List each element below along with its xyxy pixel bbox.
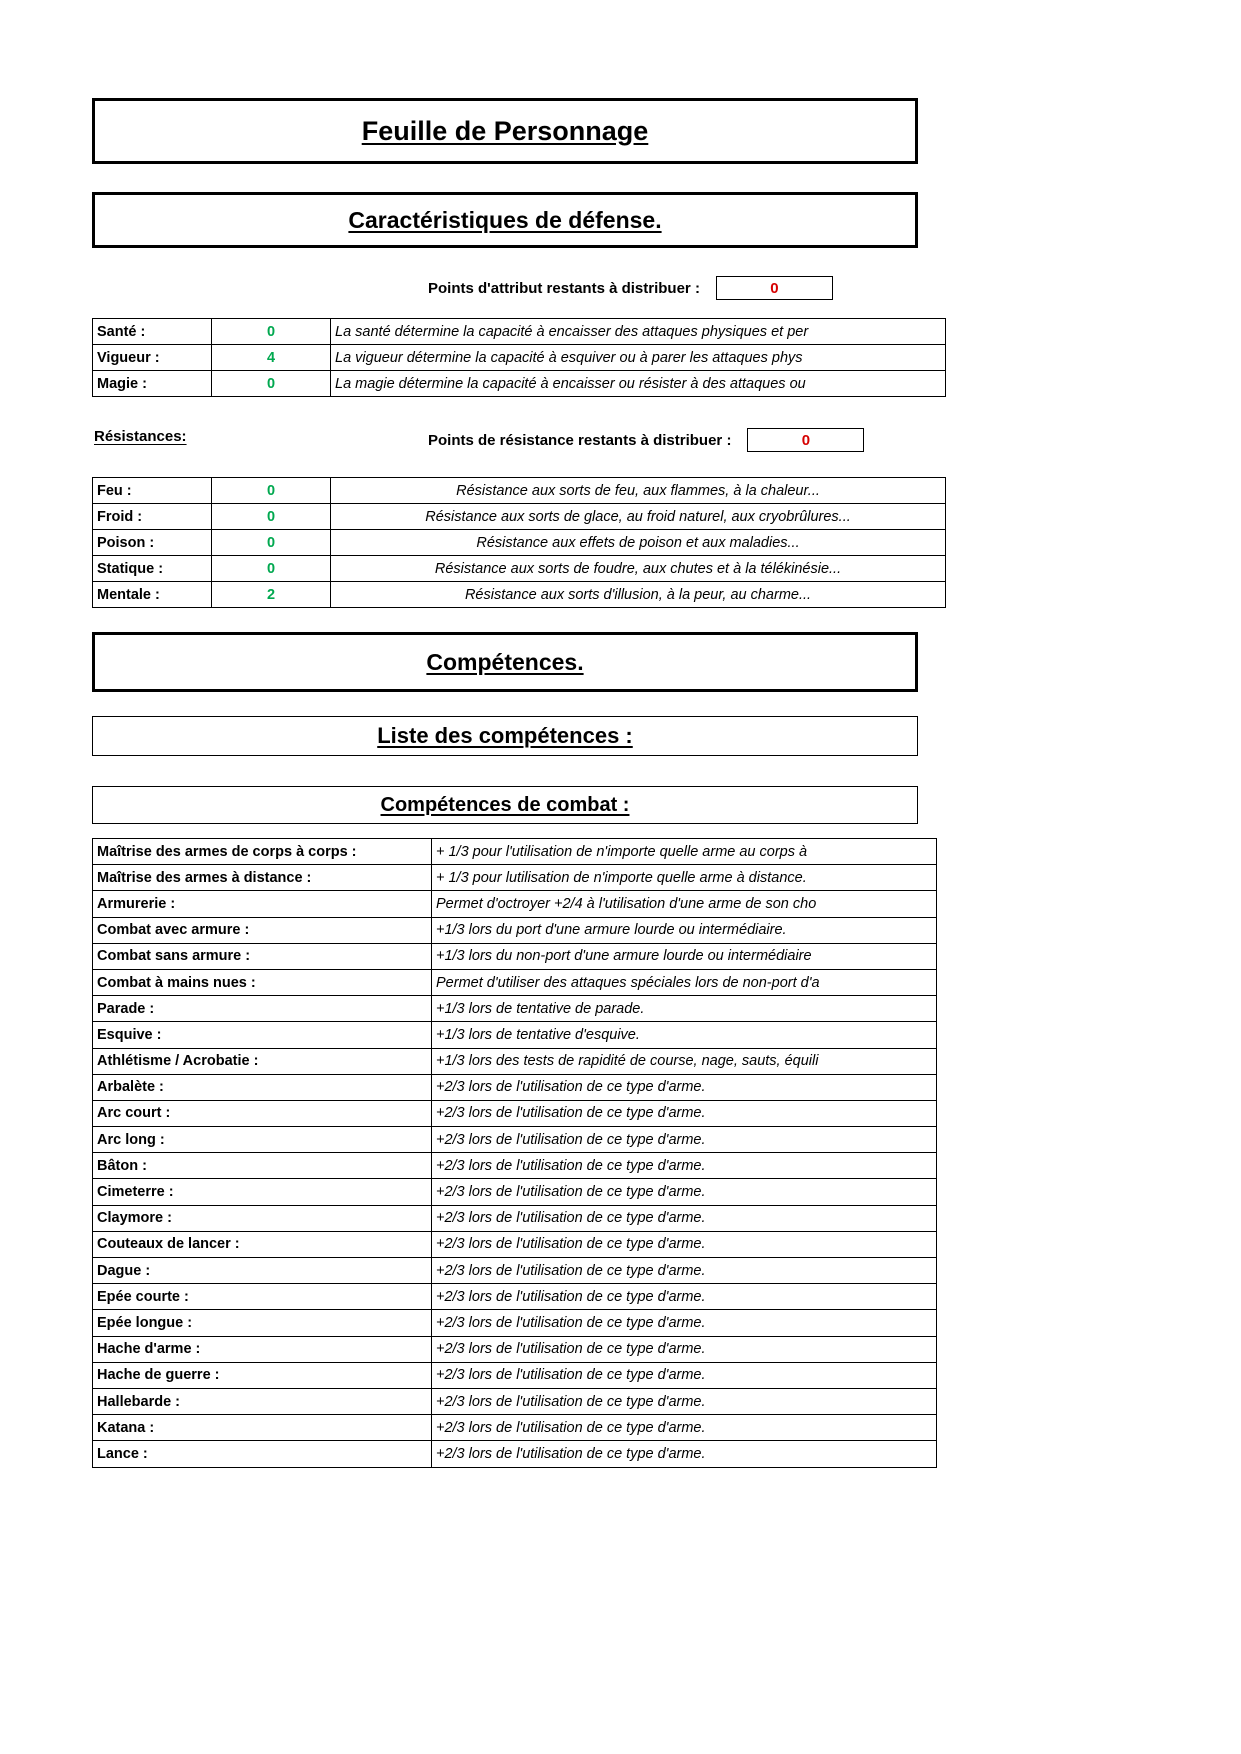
table-row bbox=[93, 1205, 937, 1231]
skill-description: +1/3 lors de tentative d'esquive. bbox=[432, 1022, 937, 1048]
resistance-description: Résistance aux sorts d'illusion, à la peur, au charme... bbox=[331, 582, 946, 608]
attributes-table bbox=[92, 318, 946, 397]
resistance-description: Résistance aux sorts de glace, au froid naturel, aux cryobrûlures... bbox=[331, 504, 946, 530]
skill-name: Armurerie : bbox=[93, 891, 432, 917]
attribute-value[interactable]: 4 bbox=[212, 345, 331, 371]
table-row bbox=[93, 1258, 937, 1284]
skill-name: Dague : bbox=[93, 1258, 432, 1284]
table-row bbox=[93, 996, 937, 1022]
skill-description: +2/3 lors de l'utilisation de ce type d'arme. bbox=[432, 1205, 937, 1231]
skill-name: Hache d'arme : bbox=[93, 1336, 432, 1362]
skill-name: Hache de guerre : bbox=[93, 1362, 432, 1388]
skill-description: +2/3 lors de l'utilisation de ce type d'arme. bbox=[432, 1153, 937, 1179]
table-row bbox=[93, 1284, 937, 1310]
document-title-banner bbox=[92, 98, 918, 164]
skill-description: +2/3 lors de l'utilisation de ce type d'arme. bbox=[432, 1100, 937, 1126]
combat-skills-table-body bbox=[93, 839, 937, 1468]
resistance-points-label: Points de résistance restants à distribuer : bbox=[428, 431, 732, 449]
resistance-points-value[interactable]: 0 bbox=[747, 428, 864, 452]
table-row bbox=[93, 582, 946, 608]
skill-name: Epée longue : bbox=[93, 1310, 432, 1336]
attribute-name: Santé : bbox=[93, 319, 212, 345]
table-row bbox=[93, 478, 946, 504]
skill-description: +1/3 lors du port d'une armure lourde ou intermédiaire. bbox=[432, 917, 937, 943]
resistance-name: Statique : bbox=[93, 556, 212, 582]
skill-description: +2/3 lors de l'utilisation de ce type d'arme. bbox=[432, 1074, 937, 1100]
attribute-description: La santé détermine la capacité à encaisser des attaques physiques et per bbox=[331, 319, 946, 345]
table-row bbox=[93, 865, 937, 891]
skill-description: +2/3 lors de l'utilisation de ce type d'arme. bbox=[432, 1388, 937, 1414]
table-row bbox=[93, 345, 946, 371]
skill-name: Bâton : bbox=[93, 1153, 432, 1179]
skill-name: Arc long : bbox=[93, 1127, 432, 1153]
resistance-name: Poison : bbox=[93, 530, 212, 556]
table-row bbox=[93, 1127, 937, 1153]
skill-name: Maîtrise des armes à distance : bbox=[93, 865, 432, 891]
skill-description: +2/3 lors de l'utilisation de ce type d'arme. bbox=[432, 1310, 937, 1336]
skill-description: +2/3 lors de l'utilisation de ce type d'arme. bbox=[432, 1336, 937, 1362]
skill-description: + 1/3 pour lutilisation de n'importe quelle arme à distance. bbox=[432, 865, 937, 891]
table-row bbox=[93, 371, 946, 397]
table-row bbox=[93, 530, 946, 556]
resistance-name: Feu : bbox=[93, 478, 212, 504]
attribute-name: Vigueur : bbox=[93, 345, 212, 371]
skills-list-banner bbox=[92, 716, 918, 756]
attribute-description: La magie détermine la capacité à encaisser ou résister à des attaques ou bbox=[331, 371, 946, 397]
table-row bbox=[93, 1153, 937, 1179]
skill-description: +1/3 lors de tentative de parade. bbox=[432, 996, 937, 1022]
skill-name: Arc court : bbox=[93, 1100, 432, 1126]
skill-name: Arbalète : bbox=[93, 1074, 432, 1100]
attribute-points-value[interactable]: 0 bbox=[716, 276, 833, 300]
table-row bbox=[93, 1336, 937, 1362]
skill-name: Athlétisme / Acrobatie : bbox=[93, 1048, 432, 1074]
table-row bbox=[93, 1362, 937, 1388]
table-row bbox=[93, 969, 937, 995]
resistances-table-body bbox=[93, 478, 946, 608]
resistances-table bbox=[92, 477, 946, 608]
skill-name: Claymore : bbox=[93, 1205, 432, 1231]
skill-description: +1/3 lors du non-port d'une armure lourde ou intermédiaire bbox=[432, 943, 937, 969]
table-row bbox=[93, 1179, 937, 1205]
skill-name: Cimeterre : bbox=[93, 1179, 432, 1205]
table-row bbox=[93, 319, 946, 345]
skill-description: +1/3 lors des tests de rapidité de course, nage, sauts, équili bbox=[432, 1048, 937, 1074]
table-row bbox=[93, 1022, 937, 1048]
skill-description: +2/3 lors de l'utilisation de ce type d'arme. bbox=[432, 1179, 937, 1205]
skill-description: +2/3 lors de l'utilisation de ce type d'arme. bbox=[432, 1127, 937, 1153]
table-row bbox=[93, 917, 937, 943]
skill-name: Epée courte : bbox=[93, 1284, 432, 1310]
resistance-points-row bbox=[428, 428, 864, 452]
resistance-name: Froid : bbox=[93, 504, 212, 530]
combat-skills-title: Compétences de combat : bbox=[380, 793, 630, 816]
skill-description: +2/3 lors de l'utilisation de ce type d'arme. bbox=[432, 1231, 937, 1257]
attribute-value[interactable]: 0 bbox=[212, 371, 331, 397]
skills-section-title: Compétences. bbox=[426, 648, 584, 675]
table-row bbox=[93, 1388, 937, 1414]
combat-skills-banner bbox=[92, 786, 918, 824]
attributes-table-body bbox=[93, 319, 946, 397]
skills-list-title: Liste des compétences : bbox=[377, 723, 633, 748]
skill-name: Combat avec armure : bbox=[93, 917, 432, 943]
attribute-value[interactable]: 0 bbox=[212, 319, 331, 345]
table-row bbox=[93, 1415, 937, 1441]
table-row bbox=[93, 1310, 937, 1336]
skill-description: + 1/3 pour l'utilisation de n'importe quelle arme au corps à bbox=[432, 839, 937, 865]
table-row bbox=[93, 1100, 937, 1126]
skill-description: +2/3 lors de l'utilisation de ce type d'arme. bbox=[432, 1362, 937, 1388]
defense-section-banner bbox=[92, 192, 918, 248]
attribute-name: Magie : bbox=[93, 371, 212, 397]
table-row bbox=[93, 556, 946, 582]
table-row bbox=[93, 839, 937, 865]
resistance-value[interactable]: 2 bbox=[212, 582, 331, 608]
skill-name: Couteaux de lancer : bbox=[93, 1231, 432, 1257]
attribute-points-row bbox=[428, 276, 833, 300]
skill-description: +2/3 lors de l'utilisation de ce type d'arme. bbox=[432, 1258, 937, 1284]
skill-description: Permet d'octroyer +2/4 à l'utilisation d'une arme de son cho bbox=[432, 891, 937, 917]
resistance-value[interactable]: 0 bbox=[212, 478, 331, 504]
resistance-description: Résistance aux sorts de feu, aux flammes, à la chaleur... bbox=[331, 478, 946, 504]
page-title: Feuille de Personnage bbox=[361, 115, 649, 146]
skill-name: Combat sans armure : bbox=[93, 943, 432, 969]
resistance-value[interactable]: 0 bbox=[212, 556, 331, 582]
skill-name: Maîtrise des armes de corps à corps : bbox=[93, 839, 432, 865]
resistance-value[interactable]: 0 bbox=[212, 504, 331, 530]
table-row bbox=[93, 891, 937, 917]
resistance-value[interactable]: 0 bbox=[212, 530, 331, 556]
resistance-description: Résistance aux effets de poison et aux maladies... bbox=[331, 530, 946, 556]
skill-description: +2/3 lors de l'utilisation de ce type d'arme. bbox=[432, 1441, 937, 1467]
attribute-points-label: Points d'attribut restants à distribuer : bbox=[428, 279, 700, 297]
attribute-description: La vigueur détermine la capacité à esquiver ou à parer les attaques phys bbox=[331, 345, 946, 371]
skills-section-banner bbox=[92, 632, 918, 692]
skill-description: Permet d'utiliser des attaques spéciales lors de non-port d'a bbox=[432, 969, 937, 995]
character-sheet bbox=[92, 0, 918, 1754]
table-row bbox=[93, 504, 946, 530]
skill-name: Lance : bbox=[93, 1441, 432, 1467]
skill-name: Combat à mains nues : bbox=[93, 969, 432, 995]
defense-section-title: Caractéristiques de défense. bbox=[348, 206, 662, 233]
resistances-heading: Résistances: bbox=[94, 428, 187, 445]
skill-description: +2/3 lors de l'utilisation de ce type d'arme. bbox=[432, 1415, 937, 1441]
combat-skills-table bbox=[92, 838, 937, 1468]
skill-name: Parade : bbox=[93, 996, 432, 1022]
table-row bbox=[93, 1048, 937, 1074]
table-row bbox=[93, 1441, 937, 1467]
table-row bbox=[93, 1231, 937, 1257]
skill-name: Esquive : bbox=[93, 1022, 432, 1048]
skill-name: Katana : bbox=[93, 1415, 432, 1441]
table-row bbox=[93, 943, 937, 969]
resistance-name: Mentale : bbox=[93, 582, 212, 608]
skill-description: +2/3 lors de l'utilisation de ce type d'arme. bbox=[432, 1284, 937, 1310]
skill-name: Hallebarde : bbox=[93, 1388, 432, 1414]
table-row bbox=[93, 1074, 937, 1100]
resistance-description: Résistance aux sorts de foudre, aux chutes et à la télékinésie... bbox=[331, 556, 946, 582]
